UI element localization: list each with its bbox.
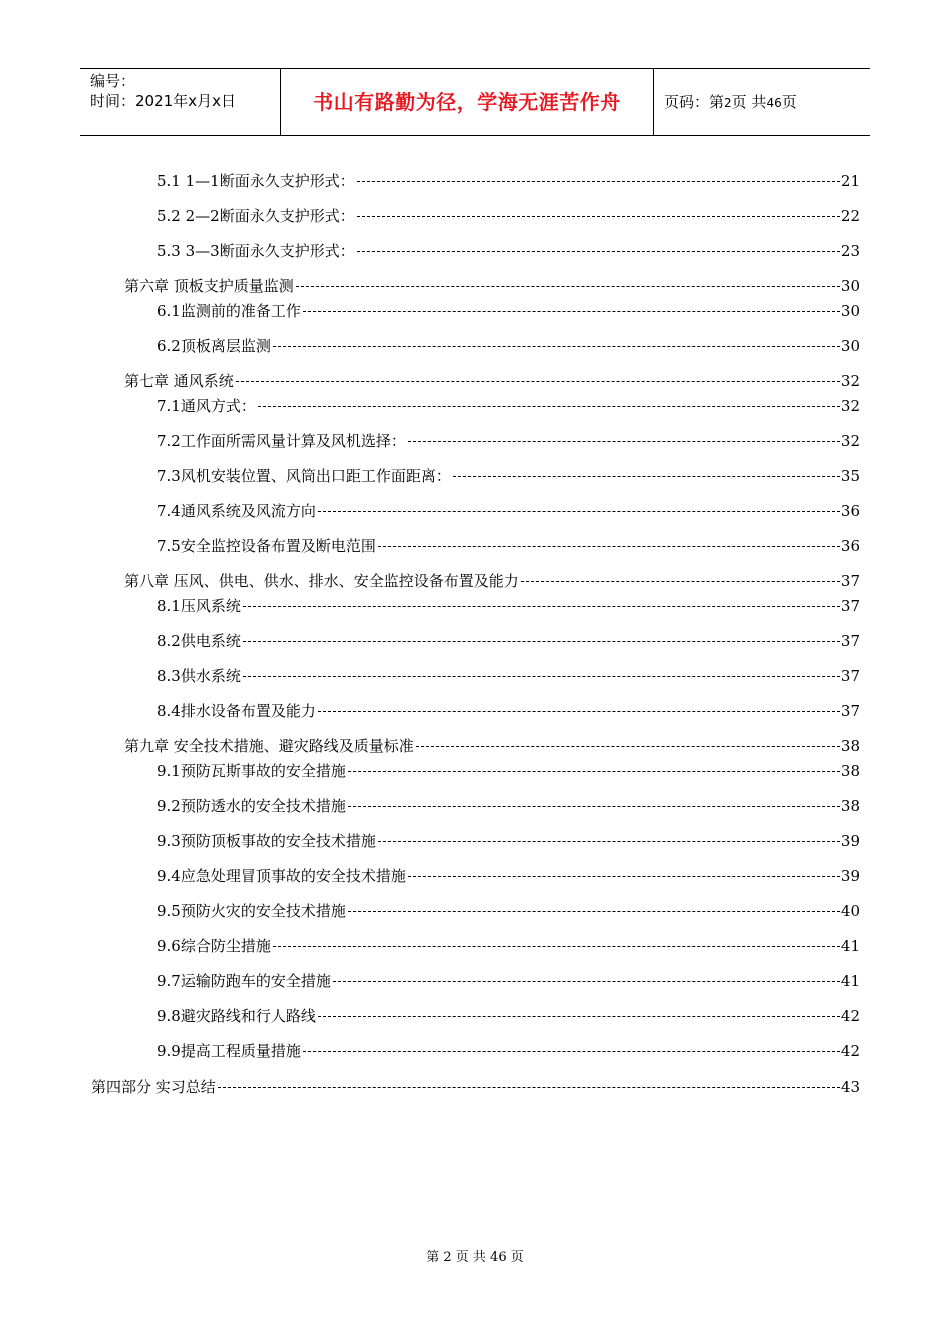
toc-entry-page: 39 <box>840 832 860 850</box>
toc-entry[interactable] <box>157 535 860 557</box>
toc-entry[interactable] <box>157 665 860 687</box>
toc-dot-leader <box>408 865 840 887</box>
toc-entry[interactable] <box>157 760 860 782</box>
toc-entry-page: 30 <box>840 277 860 295</box>
toc-entry-page: 38 <box>840 762 860 780</box>
toc-entry[interactable] <box>91 1076 860 1098</box>
toc-entry-page: 32 <box>840 372 860 390</box>
toc-dot-leader <box>318 500 840 522</box>
toc-entry-label: 8.3供水系统 <box>157 667 241 685</box>
toc-entry[interactable] <box>157 205 860 227</box>
toc-dot-leader <box>243 630 840 652</box>
toc-entry-page: 37 <box>840 572 860 590</box>
toc-entry-page: 38 <box>840 737 860 755</box>
toc-entry-label: 9.7运输防跑车的安全措施 <box>157 972 331 990</box>
toc-dot-leader <box>357 240 840 262</box>
date-label: 时间： <box>90 92 136 110</box>
toc-entry[interactable] <box>157 595 860 617</box>
toc-entry[interactable] <box>157 500 860 522</box>
toc-entry-page: 32 <box>840 397 860 415</box>
toc-entry-label: 9.4应急处理冒顶事故的安全技术措施 <box>157 867 406 885</box>
toc-entry-label: 6.1监测前的准备工作 <box>157 302 301 320</box>
header-motto: 书山有路勤为径，学海无涯苦作舟 <box>281 69 654 135</box>
toc-dot-leader <box>243 665 840 687</box>
page-header <box>80 68 870 136</box>
toc-entry-label: 9.9提高工程质量措施 <box>157 1042 301 1060</box>
toc-entry[interactable] <box>157 935 860 957</box>
toc-entry-page: 42 <box>840 1007 860 1025</box>
header-page-info <box>654 69 870 135</box>
page-num: 2 <box>724 96 732 110</box>
toc-entry-label: 5.2 2—2断面永久支护形式： <box>157 207 355 225</box>
toc-entry-page: 37 <box>840 632 860 650</box>
toc-dot-leader <box>318 700 840 722</box>
toc-dot-leader <box>348 795 840 817</box>
toc-entry[interactable] <box>157 865 860 887</box>
toc-entry-page: 32 <box>840 432 860 450</box>
toc-entry[interactable] <box>157 1040 860 1062</box>
toc-entry[interactable] <box>124 735 860 757</box>
toc-entry-page: 41 <box>840 972 860 990</box>
toc-entry-label: 第七章 通风系统 <box>124 372 234 390</box>
toc-entry[interactable] <box>157 395 860 417</box>
toc-dot-leader <box>273 335 840 357</box>
toc-dot-leader <box>318 1005 840 1027</box>
toc-entry[interactable] <box>157 170 860 192</box>
serial-label: 编号： <box>90 72 136 90</box>
toc-entry[interactable] <box>157 630 860 652</box>
toc-entry-page: 39 <box>840 867 860 885</box>
toc-entry-page: 43 <box>840 1078 860 1096</box>
toc-entry-page: 41 <box>840 937 860 955</box>
toc-dot-leader <box>453 465 840 487</box>
toc-dot-leader <box>303 300 840 322</box>
page-mid: 页 共 <box>731 93 767 111</box>
toc-entry-page: 23 <box>840 242 860 260</box>
toc-dot-leader <box>273 935 840 957</box>
toc-entry-label: 6.2顶板离层监测 <box>157 337 271 355</box>
toc-entry[interactable] <box>157 240 860 262</box>
toc-entry-page: 21 <box>840 172 860 190</box>
toc-entry-label: 9.2预防透水的安全技术措施 <box>157 797 346 815</box>
toc-entry-page: 40 <box>840 902 860 920</box>
toc-entry-page: 36 <box>840 502 860 520</box>
toc-dot-leader <box>218 1076 840 1098</box>
toc-entry[interactable] <box>124 275 860 297</box>
toc-entry-label: 5.1 1—1断面永久支护形式： <box>157 172 355 190</box>
toc-dot-leader <box>378 830 840 852</box>
toc-entry-label: 第四部分 实习总结 <box>91 1078 216 1096</box>
date-line <box>90 91 280 111</box>
toc-entry[interactable] <box>124 370 860 392</box>
toc-entry[interactable] <box>157 1005 860 1027</box>
toc-dot-leader <box>378 535 840 557</box>
toc-entry-label: 8.1压风系统 <box>157 597 241 615</box>
header-meta <box>80 69 281 135</box>
toc-dot-leader <box>357 205 840 227</box>
page-suffix: 页 <box>781 93 797 111</box>
toc-dot-leader <box>236 370 840 392</box>
toc-entry-page: 37 <box>840 667 860 685</box>
toc-entry[interactable] <box>157 900 860 922</box>
page-footer: 第 2 页 共 46 页 <box>426 1250 524 1265</box>
toc-entry[interactable] <box>157 430 860 452</box>
toc-entry-label: 7.2工作面所需风量计算及风机选择： <box>157 432 406 450</box>
toc-entry[interactable] <box>157 300 860 322</box>
toc-entry[interactable] <box>157 970 860 992</box>
toc-entry-label: 9.6综合防尘措施 <box>157 937 271 955</box>
toc-dot-leader <box>243 595 840 617</box>
toc-entry[interactable] <box>157 700 860 722</box>
toc-dot-leader <box>348 760 840 782</box>
toc-entry-label: 8.2供电系统 <box>157 632 241 650</box>
toc-dot-leader <box>296 275 840 297</box>
toc-entry-label: 9.3预防顶板事故的安全技术措施 <box>157 832 376 850</box>
toc-entry-label: 7.1通风方式： <box>157 397 256 415</box>
date-value: 2021年x月x日 <box>135 92 236 110</box>
toc-dot-leader <box>303 1040 840 1062</box>
toc-entry-page: 36 <box>840 537 860 555</box>
toc-entry-page: 30 <box>840 302 860 320</box>
toc-entry-label: 第六章 顶板支护质量监测 <box>124 277 294 295</box>
page-total: 46 <box>766 96 782 110</box>
toc-dot-leader <box>521 570 840 592</box>
toc-entry-page: 35 <box>840 467 860 485</box>
toc-entry-label: 9.8避灾路线和行人路线 <box>157 1007 316 1025</box>
toc-entry[interactable] <box>157 830 860 852</box>
toc-entry-page: 37 <box>840 702 860 720</box>
toc-dot-leader <box>408 430 840 452</box>
toc-dot-leader <box>258 395 840 417</box>
toc-dot-leader <box>416 735 840 757</box>
toc-dot-leader <box>333 970 840 992</box>
toc-entry-label: 第九章 安全技术措施、避灾路线及质量标准 <box>124 737 414 755</box>
toc-entry-page: 38 <box>840 797 860 815</box>
toc-entry[interactable] <box>124 570 860 592</box>
toc-entry-page: 30 <box>840 337 860 355</box>
toc-entry[interactable] <box>157 795 860 817</box>
toc-entry-page: 22 <box>840 207 860 225</box>
toc-dot-leader <box>348 900 840 922</box>
toc-entry-label: 5.3 3—3断面永久支护形式： <box>157 242 355 260</box>
toc-entry-label: 9.5预防火灾的安全技术措施 <box>157 902 346 920</box>
toc-entry-label: 7.5安全监控设备布置及断电范围 <box>157 537 376 555</box>
toc-entry[interactable] <box>157 335 860 357</box>
toc-entry-page: 42 <box>840 1042 860 1060</box>
page-prefix: 页码：第 <box>664 93 725 111</box>
toc-entry-label: 9.1预防瓦斯事故的安全措施 <box>157 762 346 780</box>
toc-entry-label: 7.3风机安装位置、风筒出口距工作面距离： <box>157 467 451 485</box>
toc-entry[interactable] <box>157 465 860 487</box>
toc-entry-label: 第八章 压风、供电、供水、排水、安全监控设备布置及能力 <box>124 572 519 590</box>
toc-entry-label: 8.4排水设备布置及能力 <box>157 702 316 720</box>
toc-entry-label: 7.4通风系统及风流方向 <box>157 502 316 520</box>
toc-entry-page: 37 <box>840 597 860 615</box>
toc-dot-leader <box>357 170 840 192</box>
